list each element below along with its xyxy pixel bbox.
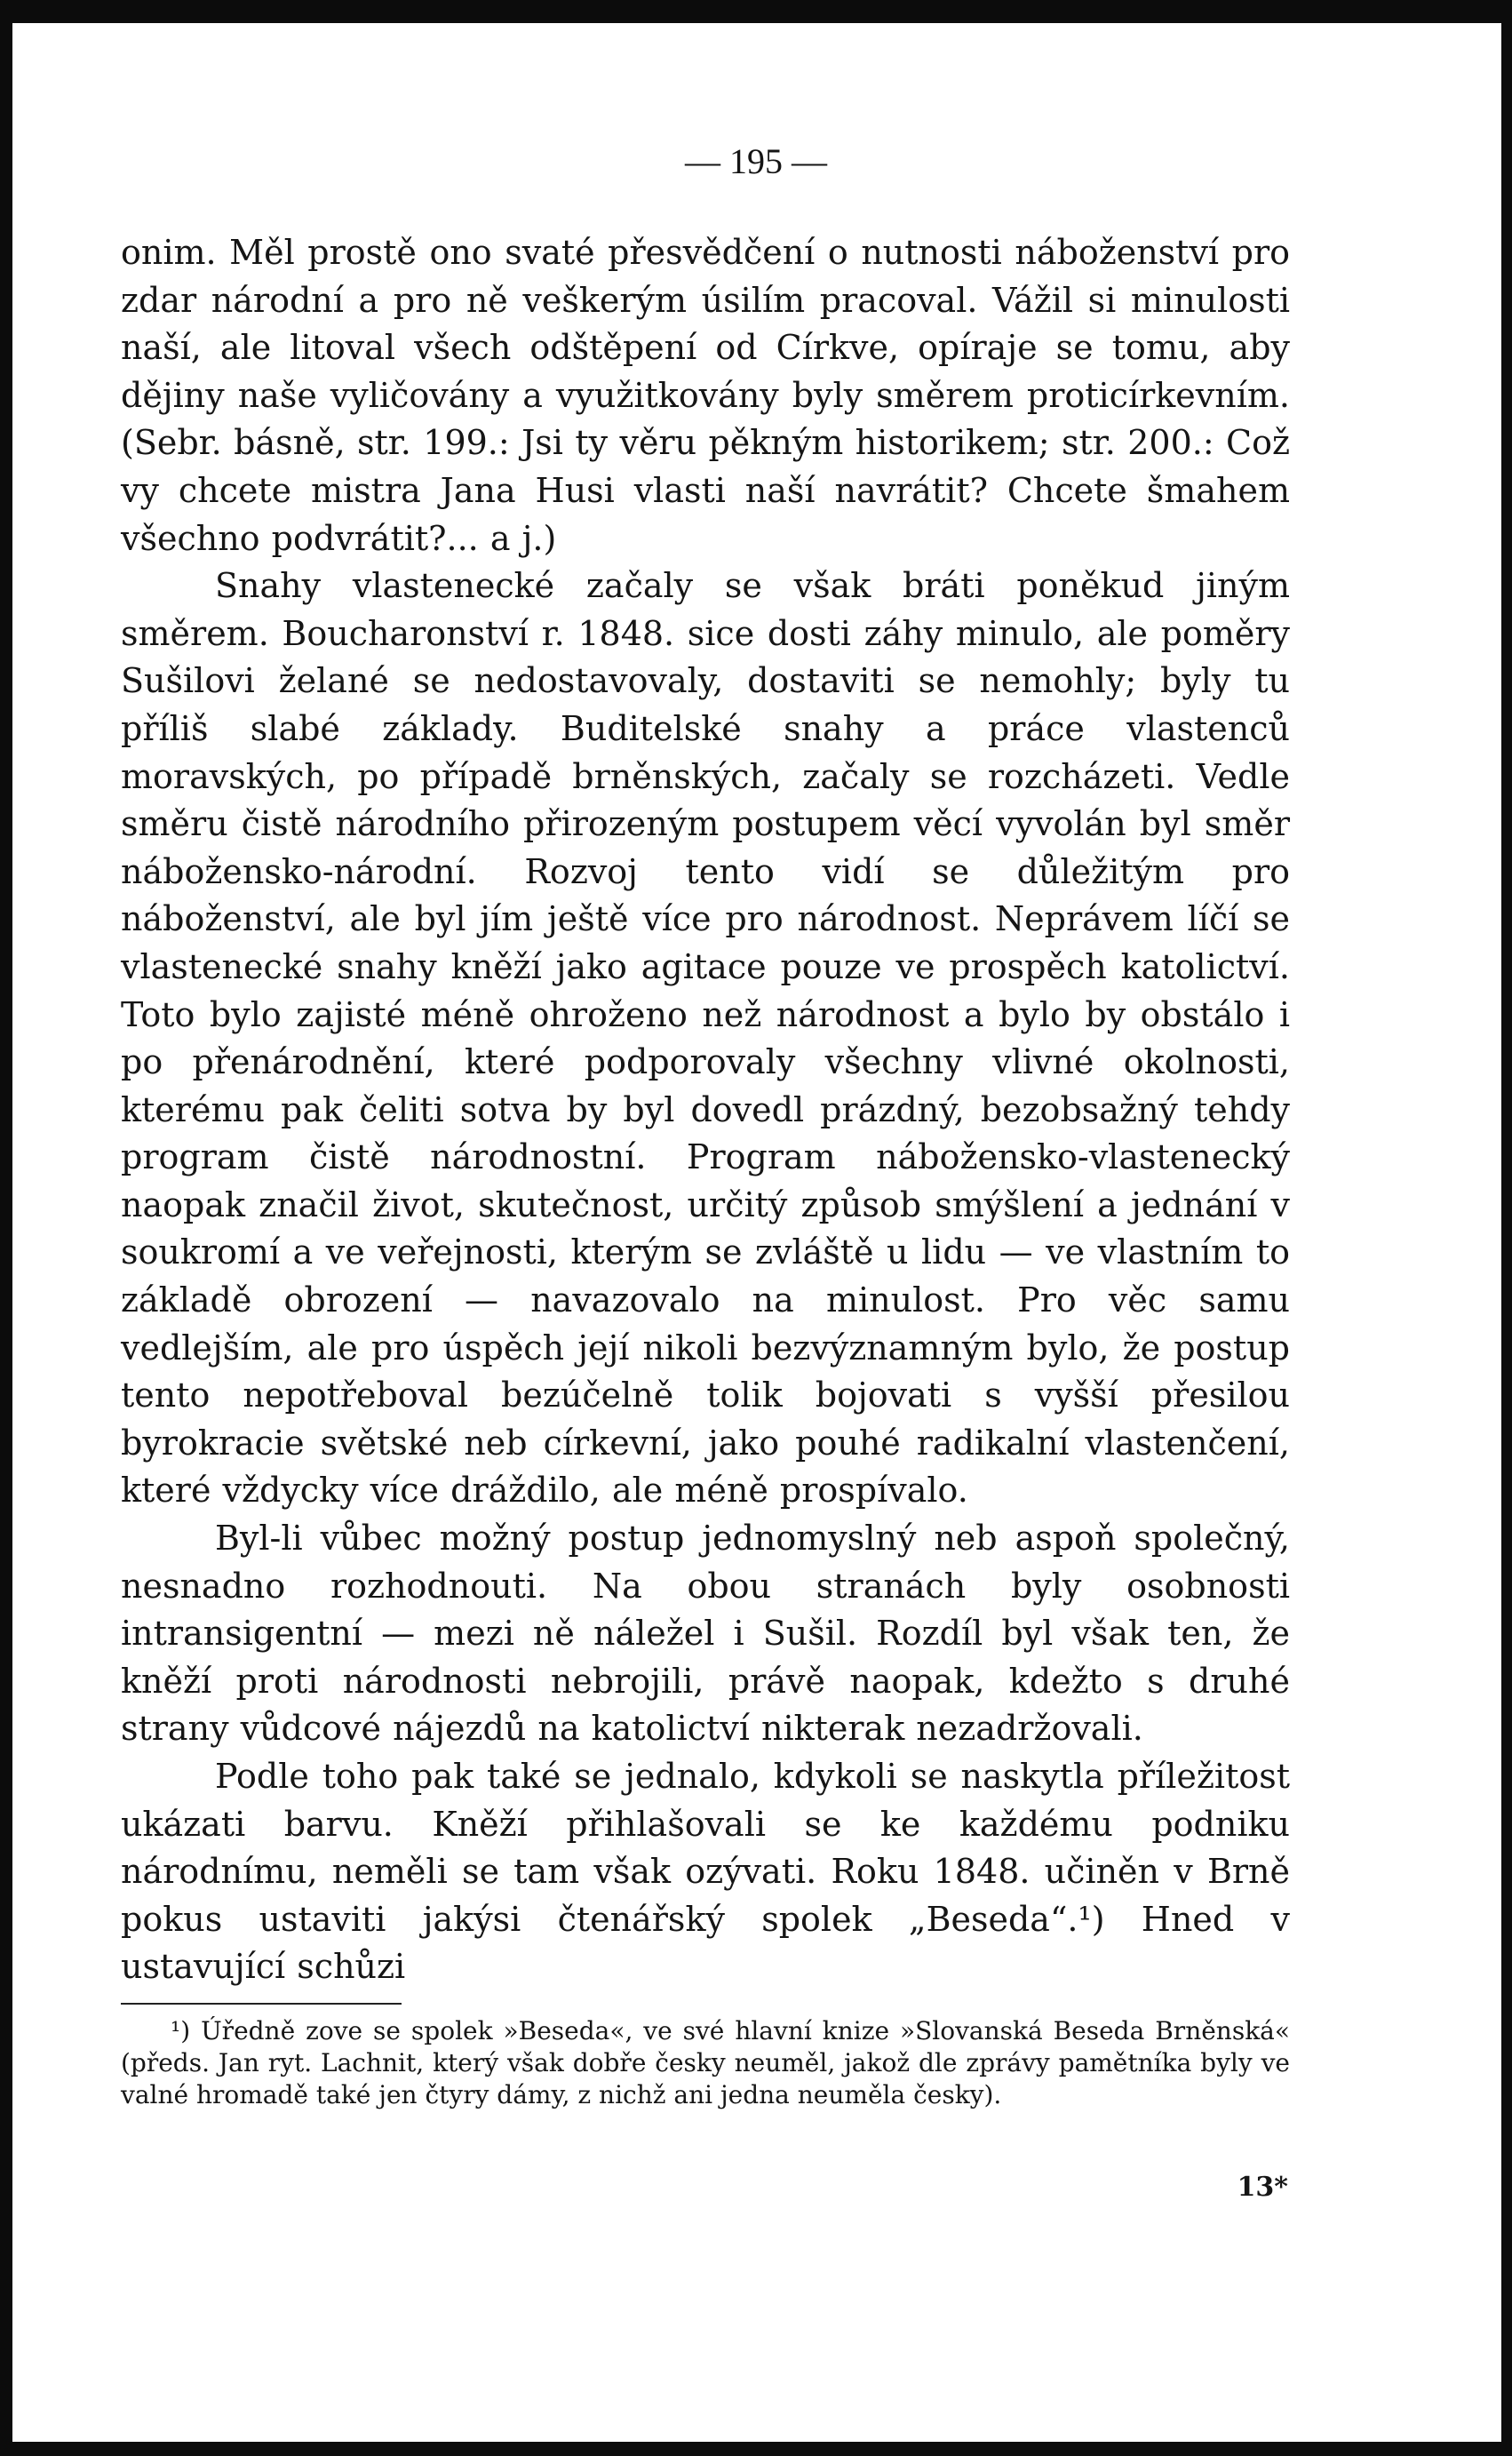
footnotes: [121, 2015, 1290, 2111]
scan-border-left: [0, 0, 12, 2456]
signature-mark: 13*: [1237, 2172, 1288, 2203]
paragraph-1: onim. Měl prostě ono svaté přesvědčení o nutnosti náboženství pro zdar národní a pro ně veškerým úsilím pracoval. Vážil si minulosti naší, ale litoval všech odštěpení od Církve, opíraje se tomu, aby dějiny naše vyličovány a využitkovány byly směrem proticírkevním. (Sebr. básně, str. 199.: Jsi ty věru pěkným historikem; str. 200.: Což vy chcete mistra Jana Husi vlasti naší navrátit? Chcete šmahem všechno podvrátit?... a j.): [121, 233, 1290, 558]
scan-border-right: [1501, 0, 1512, 2456]
paragraph-2: Snahy vlastenecké začaly se však bráti poněkud jiným směrem. Boucharonství r. 1848. sice dosti záhy minulo, ale poměry Sušilovi želané se nedostavovaly, dostaviti se nemohly; byly tu příliš slabé základy. Buditelské snahy a práce vlastenců moravských, po případě brněnských, začaly se rozcházeti. Vedle směru čistě národního přirozeným postupem věcí vyvolán byl směr nábožensko-národní. Rozvoj tento vidí se důležitým pro náboženství, ale byl jím ještě více pro národnost. Neprávem líčí se vlastenecké snahy kněží jako agitace pouze ve prospěch katolictví. Toto bylo zajisté méně ohroženo než národnost a bylo by obstálo i po přenárodnění, které podporovaly všechny vlivné okolnosti, kterému pak čeliti sotva by byl dovedl prázdný, bezobsažný tehdy program čistě národnostní. Program nábožensko-vlastenecký naopak značil život, skutečnost, určitý způsob smýšlení a jednání v soukromí a ve veřejnosti, kterým se zvláště u lidu — ve vlastním to základě obrození — navazovalo na minulost. Pro věc samu vedlejším, ale pro úspěch její nikoli bezvýznamným bylo, že postup tento nepotřeboval bezúčelně tolik bojovati s vyšší přesilou byrokracie světské neb církevní, jako pouhé radikalní vlastenčení, které vždycky více dráždilo, ale méně prospívalo.: [121, 566, 1290, 1511]
footnote-1: ¹) Úředně zove se spolek »Beseda«, ve své hlavní knize »Slovanská Beseda Brněnská« (předs. Jan ryt. Lachnit, který však dobře česky neuměl, jakož dle zprávy pamětníka byly ve valné hromadě také jen čtyry dámy, z nichž ani jedna neuměla česky).: [121, 2016, 1290, 2109]
paragraph-3: Byl-li vůbec možný postup jednomyslný neb aspoň společný, nesnadno rozhodnouti. Na obou stranách byly osobnosti intransigentní — mezi ně náležel i Sušil. Rozdíl byl však ten, že kněží proti národnosti nebrojili, právě naopak, kdežto s druhé strany vůdcové nájezdů na katolictví nikterak nezadržovali.: [121, 1519, 1290, 1749]
footnote-divider: [121, 2003, 402, 2005]
body-text: [121, 229, 1290, 1991]
scan-border-bottom: [0, 2442, 1512, 2456]
scan-border-top: [0, 0, 1512, 23]
page-number: — 195 —: [685, 141, 827, 181]
paragraph-4: Podle toho pak také se jednalo, kdykoli se naskytla příležitost ukázati barvu. Kněží přihlašovali se ke každému podniku národnímu, neměli se tam však ozývati. Roku 1848. učiněn v Brně pokus ustaviti jakýsi čtenářský spolek „Beseda“.¹) Hned v ustavující schůzi: [121, 1757, 1290, 1987]
